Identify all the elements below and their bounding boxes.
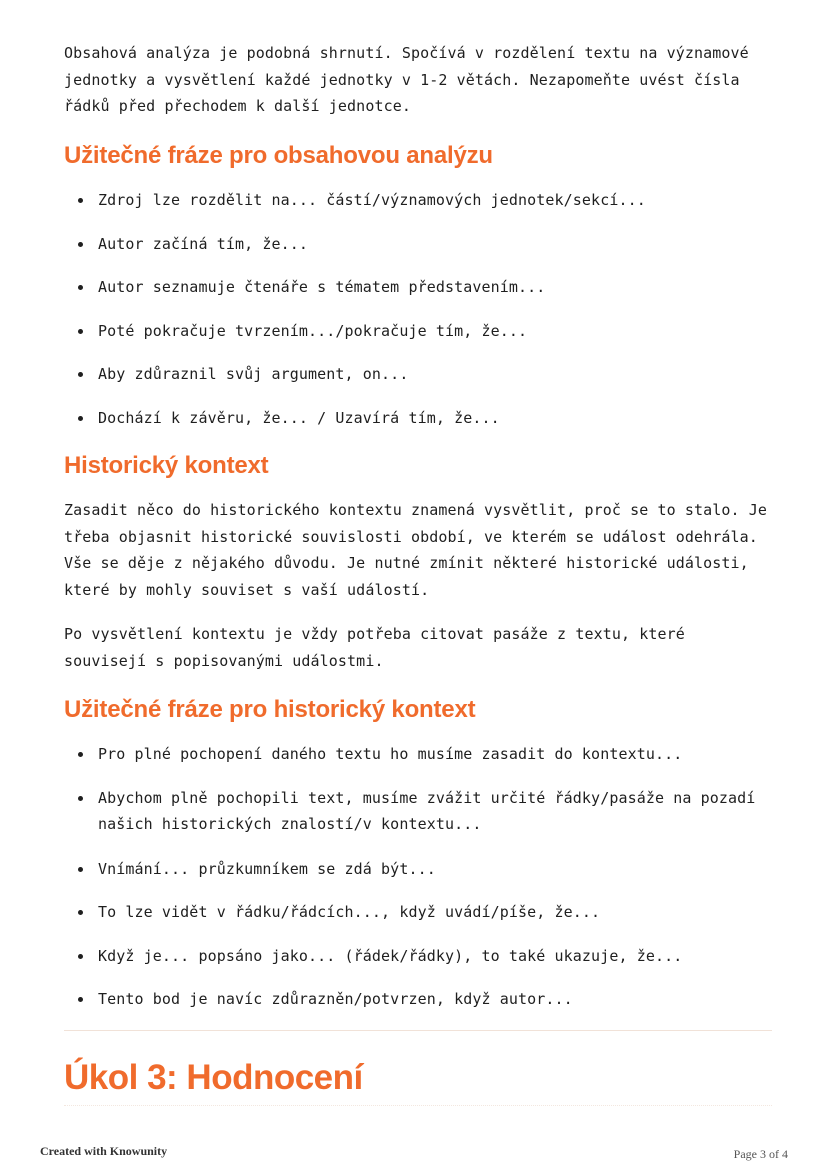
list-item: Aby zdůraznil svůj argument, on... xyxy=(64,361,772,405)
list-item: Tento bod je navíc zdůrazněn/potvrzen, když autor... xyxy=(64,986,772,1030)
bullet-icon xyxy=(78,416,83,421)
heading-underline xyxy=(64,1105,772,1106)
page-number: Page 3 of 4 xyxy=(733,1147,788,1161)
bullet-icon xyxy=(78,997,83,1002)
list-item: Dochází k závěru, že... / Uzavírá tím, že... xyxy=(64,405,772,449)
task-heading: Úkol 3: Hodnocení xyxy=(64,1058,363,1097)
list-item: Poté pokračuje tvrzením.../pokračuje tím, že... xyxy=(64,318,772,362)
bullet-icon xyxy=(78,198,83,203)
intro-paragraph: Obsahová analýza je podobná shrnutí. Spočívá v rozdělení textu na významové jednotky a vysvětlení každé jednotky v 1-2 větách. Nezapomeňte uvést čísla řádků před přechodem k další jednotce. xyxy=(64,44,749,115)
bullet-icon xyxy=(78,285,83,290)
bullet-icon xyxy=(78,867,83,872)
bullet-icon xyxy=(78,372,83,377)
section-heading-historical-phrases: Užitečné fráze pro historický kontext xyxy=(64,696,476,723)
bullet-icon xyxy=(78,752,83,757)
bullet-icon xyxy=(78,954,83,959)
historical-phrase-list xyxy=(64,741,772,1030)
footer-credit: Created with Knowunity xyxy=(40,1144,168,1158)
list-item: Zdroj lze rozdělit na... částí/významových jednotek/sekcí... xyxy=(64,187,772,231)
list-item: Abychom plně pochopili text, musíme zvážit určité řádky/pasáže na pozadí našich historických znalostí/v kontextu... xyxy=(64,785,772,856)
list-item: Vnímání... průzkumníkem se zdá být... xyxy=(64,856,772,900)
bullet-icon xyxy=(78,242,83,247)
list-item: Když je... popsáno jako... (řádek/řádky), to také ukazuje, že... xyxy=(64,943,772,987)
quotation-paragraph: Po vysvětlení kontextu je vždy potřeba citovat pasáže z textu, které souvisejí s popisovanými událostmi. xyxy=(64,625,685,670)
section-divider xyxy=(64,1030,772,1031)
bullet-icon xyxy=(78,796,83,801)
list-item: Autor začíná tím, že... xyxy=(64,231,772,275)
bullet-icon xyxy=(78,329,83,334)
section-heading-content-analysis: Užitečné fráze pro obsahovou analýzu xyxy=(64,142,493,169)
section-heading-historical-context: Historický kontext xyxy=(64,452,269,479)
historical-context-paragraph: Zasadit něco do historického kontextu znamená vysvětlit, proč se to stalo. Je třeba objasnit historické souvislosti období, ve kterém se událost odehrála. Vše se děje z nějakého důvodu. Je nutné zmínit některé historické události, které by mohly souviset s vaší událostí. xyxy=(64,501,768,599)
list-item: To lze vidět v řádku/řádcích..., když uvádí/píše, že... xyxy=(64,899,772,943)
bullet-icon xyxy=(78,910,83,915)
list-item: Autor seznamuje čtenáře s tématem představením... xyxy=(64,274,772,318)
content-analysis-phrase-list xyxy=(64,187,772,448)
list-item: Pro plné pochopení daného textu ho musíme zasadit do kontextu... xyxy=(64,741,772,785)
